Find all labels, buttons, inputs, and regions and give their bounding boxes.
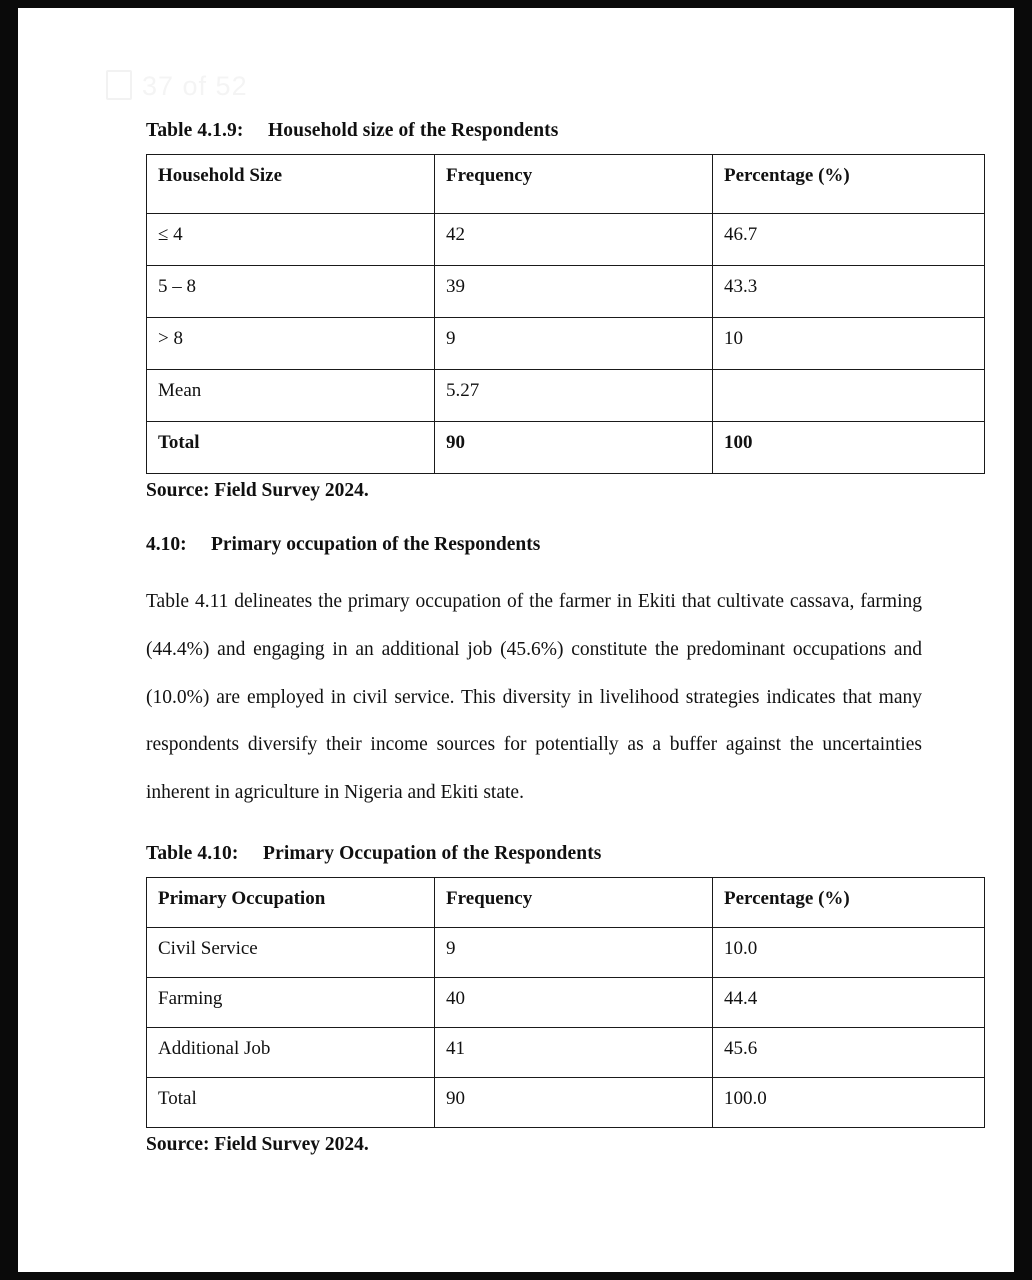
table-cell: 40 (435, 977, 713, 1027)
table-cell: 100.0 (713, 1077, 985, 1127)
table-header-cell: Primary Occupation (147, 877, 435, 927)
table-cell: 5 – 8 (147, 266, 435, 318)
table-cell: 90 (435, 422, 713, 474)
table-header-cell: Percentage (%) (713, 877, 985, 927)
table-cell: 45.6 (713, 1027, 985, 1077)
table-header-cell: Frequency (435, 155, 713, 214)
table-total-row (147, 422, 985, 474)
table-header-cell: Frequency (435, 877, 713, 927)
table-2-caption: Table 4.10: Primary Occupation of the Respondents (146, 842, 602, 864)
table-header-cell: Percentage (%) (713, 155, 985, 214)
table-cell: 43.3 (713, 266, 985, 318)
table-1-source: Source: Field Survey 2024. (146, 480, 369, 501)
table-1-caption: Table 4.1.9: Household size of the Respondents (146, 120, 559, 141)
table-row (147, 977, 985, 1027)
table-row (147, 370, 985, 422)
table-cell: 10 (713, 318, 985, 370)
table-cell: Civil Service (147, 927, 435, 977)
table-cell: 9 (435, 318, 713, 370)
table-row (147, 214, 985, 266)
table-header-row (147, 877, 985, 927)
page-number-indicator (106, 70, 248, 102)
table-row (147, 318, 985, 370)
section-heading: 4.10: Primary occupation of the Respondents (146, 534, 541, 555)
table-cell: 39 (435, 266, 713, 318)
table-row (147, 266, 985, 318)
table-cell: 10.0 (713, 927, 985, 977)
primary-occupation-table (146, 877, 985, 1128)
section-paragraph: Table 4.11 delineates the primary occupation of the farmer in Ekiti that cultivate cassava, farming (44.4%) and engaging in an additional job (45.6%) constitute the predominant occupations and (10.0%) are employed in civil service. This diversity in livelihood strategies indicates that many respondents diversify their income sources for potentially as a buffer against the uncertainties inherent in agriculture in Nigeria and Ekiti state. (146, 591, 922, 804)
page-number-label: 37 of 52 (142, 71, 248, 101)
table-cell: 9 (435, 927, 713, 977)
table-cell: ≤ 4 (147, 214, 435, 266)
table-cell: 46.7 (713, 214, 985, 266)
table-cell: Additional Job (147, 1027, 435, 1077)
table-cell: 44.4 (713, 977, 985, 1027)
table-cell: Farming (147, 977, 435, 1027)
table-cell: 42 (435, 214, 713, 266)
table-cell: Mean (147, 370, 435, 422)
table-cell: Total (147, 422, 435, 474)
table-cell (713, 370, 985, 422)
table-row (147, 1027, 985, 1077)
table-cell: > 8 (147, 318, 435, 370)
table-cell: 100 (713, 422, 985, 474)
table-cell: 41 (435, 1027, 713, 1077)
page-content (146, 120, 922, 1156)
document-page (18, 8, 1014, 1272)
table-cell: Total (147, 1077, 435, 1127)
table-row (147, 927, 985, 977)
table-2-source: Source: Field Survey 2024. (146, 1133, 369, 1155)
household-size-table (146, 154, 985, 474)
table-cell: 5.27 (435, 370, 713, 422)
table-total-row (147, 1077, 985, 1127)
document-page-icon (106, 70, 132, 100)
table-header-row (147, 155, 985, 214)
table-header-cell: Household Size (147, 155, 435, 214)
table-cell: 90 (435, 1077, 713, 1127)
